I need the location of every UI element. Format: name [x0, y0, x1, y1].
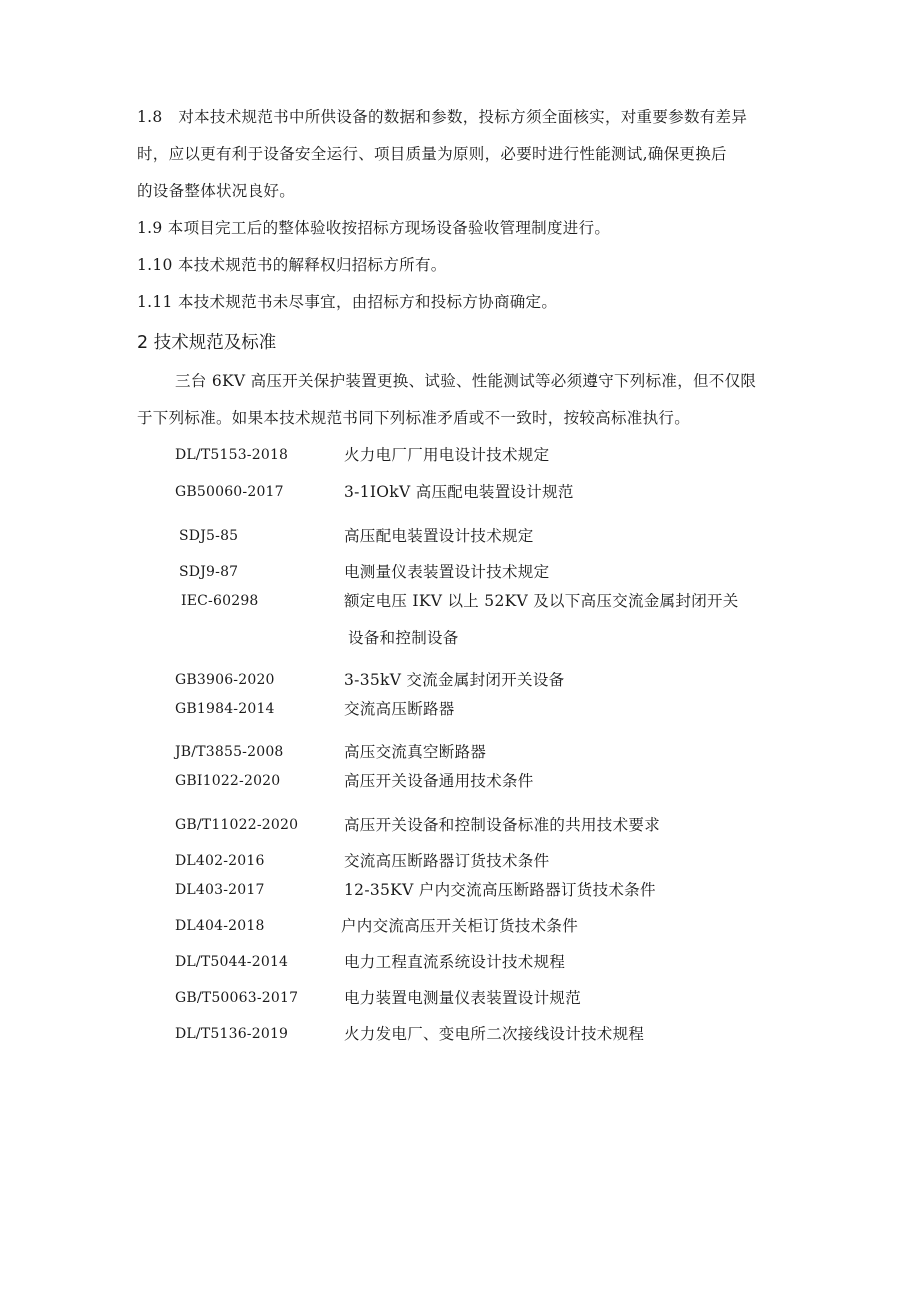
standard-code: GB3906-2020: [175, 672, 275, 688]
standard-title: 电力工程直流系统设计技术规程: [344, 953, 566, 971]
clause-1-8-line-2: 时，应以更有利于设备安全运行、项目质量为原则，必要时进行性能测试,确保更换后: [137, 145, 727, 163]
standard-title: 高压开关设备和控制设备标准的共用技术要求: [344, 816, 661, 834]
standard-code: JB/T3855-2008: [175, 744, 284, 760]
section-2-paragraph-line-2: 于下列标准。如果本技术规范书同下列标准矛盾或不一致时，按较高标准执行。: [137, 409, 691, 427]
standard-code: GB1984-2014: [175, 701, 275, 717]
standard-code: GB50060-2017: [175, 484, 284, 500]
standard-title: 户内交流高压开关柜订货技术条件: [341, 917, 579, 935]
standard-title: 3-35kV 交流金属封闭开关设备: [344, 671, 565, 689]
standard-title: 电测量仪表装置设计技术规定: [344, 563, 550, 581]
standard-title: 火力电厂厂用电设计技术规定: [344, 446, 550, 464]
standard-code: SDJ9-87: [179, 564, 239, 580]
standard-title: 高压配电装置设计技术规定: [344, 527, 534, 545]
clause-1-8-line-3: 的设备整体状况良好。: [137, 182, 296, 200]
standard-title: 电力装置电测量仪表装置设计规范: [344, 989, 582, 1007]
standard-title: 高压交流真空断路器: [344, 743, 487, 761]
standard-code: DL402-2016: [175, 853, 265, 869]
standard-code: GBI1022-2020: [175, 773, 281, 789]
standard-title: 12-35KV 户内交流高压断路器订货技术条件: [344, 881, 656, 899]
standard-code: DL/T5136-2019: [175, 1026, 289, 1042]
clause-1-11: 1.11 本技术规范书未尽事宜，由招标方和投标方协商确定。: [137, 293, 558, 311]
standard-title: 交流高压断路器: [344, 700, 455, 718]
clause-1-10: 1.10 本技术规范书的解释权归招标方所有。: [137, 256, 447, 274]
standard-code: GB/T50063-2017: [175, 990, 299, 1006]
standard-code: DL/T5044-2014: [175, 954, 289, 970]
standard-title: 额定电压 IKV 以上 52KV 及以下高压交流金属封闭开关: [344, 592, 739, 610]
standard-title: 火力发电厂、变电所二次接线设计技术规程: [344, 1025, 645, 1043]
standard-code: SDJ5-85: [179, 528, 239, 544]
standard-title: 高压开关设备通用技术条件: [344, 772, 534, 790]
standard-code: DL404-2018: [175, 918, 265, 934]
section-2-paragraph-line-1: 三台 6KV 高压开关保护装置更换、试验、性能测试等必须遵守下列标准，但不仅限: [175, 372, 757, 390]
standard-code: DL/T5153-2018: [175, 447, 289, 463]
standard-title: 3-1IOkV 高压配电装置设计规范: [344, 483, 574, 501]
standard-code: DL403-2017: [175, 882, 265, 898]
clause-1-8-line-1: 1.8 对本技术规范书中所供设备的数据和参数，投标方须全面核实，对重要参数有差异: [137, 108, 748, 126]
clause-1-9: 1.9 本项目完工后的整体验收按招标方现场设备验收管理制度进行。: [137, 219, 611, 237]
standard-title: 交流高压断路器订货技术条件: [344, 852, 550, 870]
standard-code: IEC-60298: [181, 593, 259, 609]
standard-title-continuation: 设备和控制设备: [348, 629, 459, 647]
standard-code: GB/T11022-2020: [175, 817, 299, 833]
section-2-heading: 2 技术规范及标准: [137, 333, 277, 353]
